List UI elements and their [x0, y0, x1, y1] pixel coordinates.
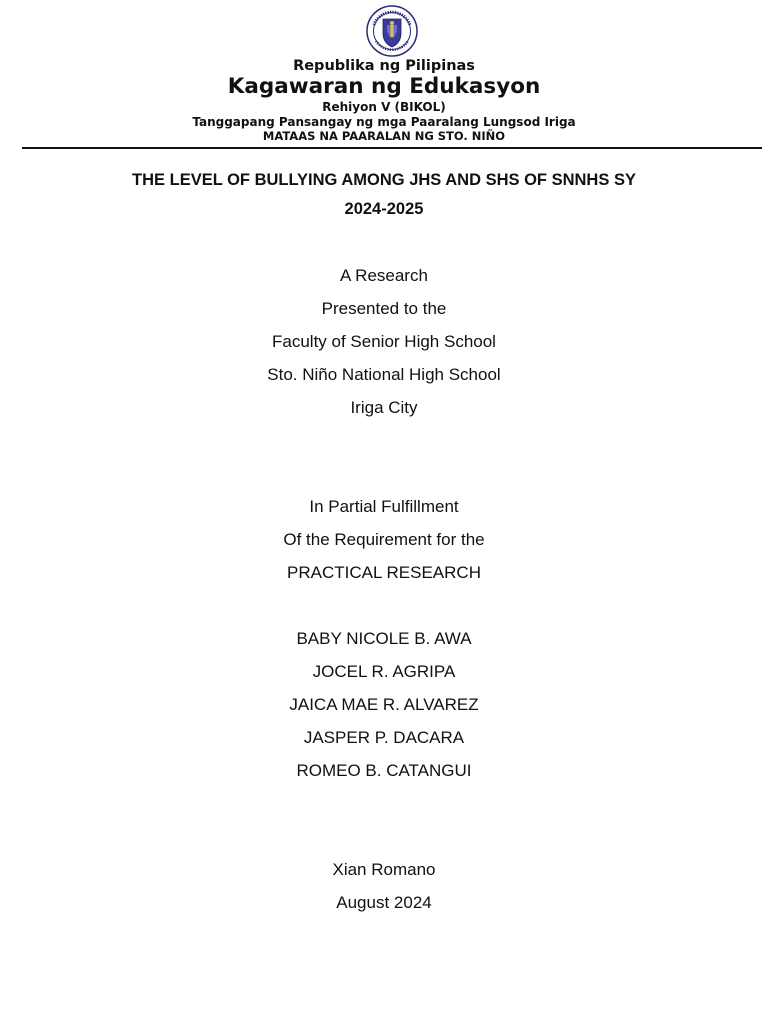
fulfillment-line: PRACTICAL RESEARCH: [287, 563, 481, 582]
research-title-line-2: 2024-2025: [344, 200, 424, 218]
adviser-name: Xian Romano: [332, 860, 436, 879]
presentation-line: Faculty of Senior High School: [272, 332, 496, 351]
region-name: Rehiyon V (BIKOL): [322, 100, 446, 114]
presentation-line: A Research: [340, 266, 428, 285]
deped-seal-logo: [366, 5, 418, 57]
author-name: ROMEO B. CATANGUI: [296, 761, 472, 780]
fulfillment-line: Of the Requirement for the: [283, 530, 485, 549]
research-title-line-1: THE LEVEL OF BULLYING AMONG JHS AND SHS OF SNNHS SY: [132, 171, 636, 189]
republic-name: Republika ng Pilipinas: [293, 58, 475, 74]
presentation-line: Presented to the: [321, 299, 447, 318]
header-divider: [22, 147, 762, 149]
fulfillment-line: In Partial Fulfillment: [309, 497, 459, 516]
division-name: Tanggapang Pansangay ng mga Paaralang Lungsod Iriga: [192, 115, 576, 129]
author-name: BABY NICOLE B. AWA: [296, 629, 472, 648]
presentation-line: Iriga City: [350, 398, 418, 417]
submission-date: August 2024: [336, 893, 432, 912]
author-name: JASPER P. DACARA: [303, 728, 465, 747]
school-name: MATAAS NA PAARALAN NG STO. NIÑO: [262, 129, 506, 143]
department-name: Kagawaran ng Edukasyon: [227, 74, 541, 99]
author-name: JAICA MAE R. ALVAREZ: [289, 695, 479, 714]
presentation-line: Sto. Niño National High School: [267, 365, 501, 384]
author-name: JOCEL R. AGRIPA: [312, 662, 456, 681]
